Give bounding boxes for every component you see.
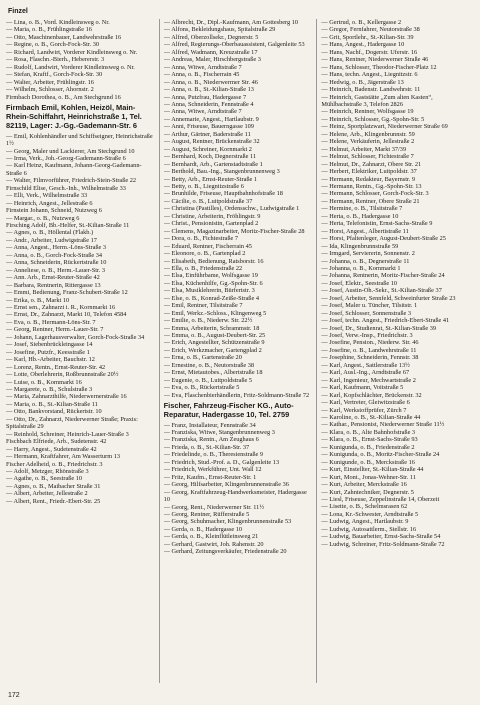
directory-entry: — Emil, Rentner, Tilsitstraße 7 — [164, 302, 314, 309]
directory-entry: — Harry, Angest., Sudetenstraße 42 — [6, 446, 156, 453]
directory-entry: — Regine, o. B., Gorch-Fock-Str. 30 — [6, 41, 156, 48]
directory-entry: — Kurt, Arbeiter, Merckstraße 16 — [321, 481, 471, 488]
directory-entry: — Alfred, Wadmann, Kreuzstraße 17 — [164, 49, 314, 56]
directory-entry: — Bernhardt, Arb., Gartenstadtstraße 1 — [164, 161, 314, 168]
directory-entry: — Josef, Verw.-Insp., Friedrichstr. 3 — [321, 332, 471, 339]
directory-entry: — Johanna, Rentnerin, Moritz-Fischer-Straße 24 — [321, 272, 471, 279]
directory-entry: — Klara, o. B., Ernst-Sachs-Straße 93 — [321, 436, 471, 443]
directory-entry: — Erich, Angestellter, Schützenstraße 9 — [164, 339, 314, 346]
directory-entry: — Kurt, Mont., Jonas-Wehner-Str. 11 — [321, 474, 471, 481]
directory-entry: — Christina (Pastilles), Ordensschw., Ludwigstraße 1 — [164, 205, 314, 212]
directory-entry: — Liesl, Friseuse, Zeppelinstraße 14, Oberzeit — [321, 496, 471, 503]
directory-entry: — Anna, Witwe, Arndtstraße 7 — [164, 108, 314, 115]
directory-entry: — Georg, Rentner, Rüfferstraße 5 — [164, 511, 314, 518]
directory-entry: — Georg, Maler und Lackierer, Am Stechgrund 10 — [6, 148, 156, 155]
directory-entry: — Kunigunda, o. B., Moritz-Fischer-Straße 24 — [321, 451, 471, 458]
directory-entry: — Christ., Pensionistin, Gartenplad 2 — [164, 220, 314, 227]
directory-entry: — Anna, o. B., St.-Kilian-Straße 13 — [164, 86, 314, 93]
directory-entry: — Josef, Arbeiter, Sennfeld, Schweinfurter Straße 23 — [321, 295, 471, 302]
directory-entry: — Eva, o. B., Rückertstraße 5 — [164, 384, 314, 391]
directory-entry: — Hans, Angest., Hadergasse 10 — [321, 41, 471, 48]
directory-entry: — Eva, o. B., Hermann-Löns-Str. 7 — [6, 319, 156, 326]
directory-entry: — Karoline, o. B., St.-Kilian-Straße 44 — [321, 414, 471, 421]
directory-entry: — Christine, Arbeiterin, Fröhlingstr. 9 — [164, 213, 314, 220]
directory-entry: — Anneliese, o. B., Herm.-Lauer-Str. 3 — [6, 267, 156, 274]
directory-entry: — Helene, Arb., Klingenbrunnstr. 59 — [321, 131, 471, 138]
directory-entry: — Josef, Dr., Studienrat, St.-Kilian-Straße 39 — [321, 325, 471, 332]
directory-entry: — Heinrich, Badenstr. Landwehrstr. 11 — [321, 86, 471, 93]
directory-entry: — Emma, o. B., August-Deubert-Str. 25 — [164, 332, 314, 339]
directory-entry: — Gregor, Fernfahrer, Neutorstraße 38 — [321, 26, 471, 33]
directory-entry: — Otto, Dr., Zahnarzt, Niederwerner Straße; Praxis: Spitalstraße 29 — [6, 416, 156, 431]
directory-entry: — Hedwig, o. B., Jägerstraße 13 — [321, 79, 471, 86]
directory-entry: — Eduard, Rentner, Fischerrain 45 — [164, 243, 314, 250]
directory-entry: — Herta, Telefonistin, Ernst-Sachs-Straße 9 — [321, 220, 471, 227]
directory-entry: — Klara, o. B., Alte Bahnhofstraße 3 — [321, 429, 471, 436]
directory-entry: — Helmut, Dr., Zahnarzt, Obere Str. 21 — [321, 161, 471, 168]
directory-entry: — Elsa, Einführbame, Wolfsgasse 19 — [164, 272, 314, 279]
directory-entry: — Friedelinde, o. B., Theresienstraße 9 — [164, 451, 314, 458]
directory-entry: — Josef, Schlosser, Sonnenstraße 3 — [321, 310, 471, 317]
directory-entry: — Georg, Rent., Niederwerner Str. 11½ — [164, 504, 314, 511]
directory-entry: — Anna, o. B., Gorch-Fock-Straße 34 — [6, 252, 156, 259]
directory-entry: — Heinrich, Angest., Jellestraße 6 — [6, 200, 156, 207]
directory-entry: — Luise, o. B., Kornmarkt 16 — [6, 379, 156, 386]
directory-entry: — Gerda, o. B., Hadergasse 10 — [164, 526, 314, 533]
directory-entry: — Betty, o. B., Liegnitzstraße 6 — [164, 183, 314, 190]
directory-entry: — Maria, Zahnarzthilfe, Niederwernerstraße 16 — [6, 393, 156, 400]
directory-entry: — Lorenz, Rentn., Ernst-Reuter-Str. 42 — [6, 364, 156, 371]
directory-entry: — Josef, Siebenbrückleingasse 14 — [6, 341, 156, 348]
directory-entry: — Ludwig, Angest., Hartlaubstr. 9 — [321, 518, 471, 525]
directory-entry: — Franziska, Witwe, Stangenbrunnenweg 3 — [164, 429, 314, 436]
directory-entry: — Franz, Installateur, Fennstraße 34 — [164, 422, 314, 429]
directory-entry: — Herbert, Elektriker, Luitpoldstr. 37 — [321, 168, 471, 175]
directory-entry: — Karl, Vertreter, Gleiwitzstraße 6 — [321, 399, 471, 406]
column-2 — [164, 19, 318, 683]
directory-entry: — Johann, Lagerhausverwalter, Gorch-Fock-Straße 34 — [6, 334, 156, 341]
directory-entry: — Heinz, Sportplatzwart, Niederwerner Straße 69 — [321, 123, 471, 130]
directory-entry: — Herta, o. B., Hadergasse 10 — [321, 213, 471, 220]
directory-entry: — Margarete, o. B., Schulstraße 3 — [6, 386, 156, 393]
directory-entry: Firmbach Dorothea, o. B., Am Stechgrund 16 — [6, 93, 121, 101]
directory-entry: — Otto, Bankvorstand, Rückertstr. 10 — [6, 408, 156, 415]
directory-entry: — Else, o. B., Konrad-Zeiße-Straße 4 — [164, 295, 314, 302]
directory-entry: — Anni, Friseuse, Bauerngasse 109 — [164, 123, 314, 130]
directory-entry: — Adolf, Metzger, Rhönstraße 3 — [6, 468, 156, 475]
directory-entry: — Stefan, Kraftf., Gorch-Fock-Str. 30 — [6, 71, 156, 78]
directory-entry: — Ernst sen., Zahnarzt i. R., Kornmarkt 16 — [6, 304, 156, 311]
directory-entry: — August, Schreiner, Kornmarkt 2 — [164, 146, 314, 153]
directory-entry: — Dora, o. B., Fichtestraße 7 — [164, 235, 314, 242]
directory-entry: — Albert, Arbeiter, Jellestraße 2 — [6, 490, 156, 497]
directory-entry: — Arthur, Gärtner, Baderstraße 11 — [164, 131, 314, 138]
directory-entry: — Friedrich, Werkführer, Unt. Wall 12 — [164, 466, 314, 473]
directory-entry: — Irma, Verk., Joh.-Georg-Gademann-Straße 6 — [6, 155, 156, 162]
directory-entry: — Karl, Kaufmann, Voitstraße 5 — [321, 384, 471, 391]
directory-entry: — Anna, Schneiderin, Fennstraße 4 — [164, 101, 314, 108]
directory-entry: — Johanna, o. B., Degnerstraße 11 — [321, 258, 471, 265]
directory-entry: — Hermann, Rentn., Gg.-Spohn-Str. 13 — [321, 183, 471, 190]
directory-entry: — Josephine, Schneiderin, Fennstr. 38 — [321, 354, 471, 361]
directory-entry: — Emmi, Bedienung, Franz-Schubert-Straße 12 — [6, 289, 156, 296]
directory-entry: — Horst, Angest., Albertistraße 11 — [321, 228, 471, 235]
directory-entry: — Berthold, Bau.-Ing., Stangenbrunnenweg 3 — [164, 168, 314, 175]
directory-entry: — Wilhelm, Schlosser, Ahornstr. 2 — [6, 86, 156, 93]
directory-entry: — Georg, Rentner, Herm.-Lauer-Str. 7 — [6, 326, 156, 333]
directory-entry: — Reinhold, Schreiner, Heinrich-Lauer-Straße 3 — [6, 431, 156, 438]
column-3 — [321, 19, 474, 683]
directory-entry: — Kurt, Einstellter, St.-Kilian-Straße 44 — [321, 466, 471, 473]
directory-entry: — Alfons, Bekleidungshaus, Spitalstraße 29 — [164, 26, 314, 33]
directory-entry: — Helmut, Arbeiter, Markt 37/39 — [321, 146, 471, 153]
directory-entry: — Georg, Schuhmacher, Klingenbrunnenstraße 53 — [164, 518, 314, 525]
directory-entry: — Ludwig, Bauarbeiter, Ernst-Sachs-Straße 54 — [321, 533, 471, 540]
directory-entry: — Ludwig, Schreiner, Fritz-Soldmann-Straße 72 — [321, 541, 471, 548]
directory-entry: — Ella, o. B., Friedenstraße 22 — [164, 265, 314, 272]
directory-entry: — Karl, Werkstoffprüfer, Zürch 7 — [321, 407, 471, 414]
directory-entry: — Friedrich, Stud.-Prof. a. D., Galgenleite 13 — [164, 459, 314, 466]
directory-entry: — Grit, Sportlehr., St.-Kilian-Str. 39 — [321, 34, 471, 41]
directory-entry: — Ernst, Mietautobes., Albertstraße 18 — [164, 369, 314, 376]
directory-entry: — Horst, Pfaltenleger, August-Deubert-Straße 25 — [321, 235, 471, 242]
directory-entry: — Eugenie, o. B., Luitpoldstraße 5 — [164, 377, 314, 384]
directory-entry: — Rosa, Flaschn.-Bierh., Hebererstr. 3 — [6, 56, 156, 63]
directory-entry: — Anna, o. B., Niederwerrner Str. 46 — [164, 79, 314, 86]
directory-entry: — Emma, Arbeiterin, Schrammstr. 18 — [164, 325, 314, 332]
directory-entry: — Hermine, o. B., Tilsitstraße 7 — [321, 205, 471, 212]
directory-entry: — Ernestine, o. B., Neutorstraße 38 — [164, 362, 314, 369]
directory-entry: — Albrecht, Dr., Dipl.-Kaufmann, Am Gottesberg 10 — [164, 19, 314, 26]
directory-entry: Firnstein Johann, Schneid, Nutzweg 6 — [6, 207, 102, 215]
running-head: Finzel — [8, 8, 28, 15]
directory-entry: — Annemarie, Angest., Hartlaubstr. 9 — [164, 116, 314, 123]
directory-entry: — Ida, Klingenbrunnstraße 59 — [321, 243, 471, 250]
directory-entry: — Heinrich, Rentner, Wolfsgasse 19 — [321, 108, 471, 115]
directory-entry: Fischer Adelheid, o. B., Friedrichstr. 3 — [6, 460, 103, 468]
directory-entry: — Anna, Schneiderin, Rückertstraße 10 — [6, 259, 156, 266]
directory-entry: — Brunhilde, Friseuse, Hauptbahnhofstraße 18 — [164, 190, 314, 197]
directory-entry: — Josef, techn. Angest., Friedrich-Ebert-Straße 41 — [321, 317, 471, 324]
directory-entry: — Anna, Witwe, Arndtstraße 7 — [164, 64, 314, 71]
directory-entry: — Karl, Ingenieur, Mechwartstraße 2 — [321, 377, 471, 384]
directory-entry: — August, Rentner, Brückenstraße 32 — [164, 138, 314, 145]
directory-entry: — Maria, o. B., St.-Kilian-Straße 11 — [6, 401, 156, 408]
directory-entry: — Franziska, Rentn., Am Zeughaus 6 — [164, 436, 314, 443]
directory-entry: — Irmgard, Serviererin, Sonnenstr. 2 — [321, 250, 471, 257]
directory-entry: — Gerhard, Zeitungsverkäufer, Friedenstraße 20 — [164, 548, 314, 555]
directory-entry: — Kathar., Pensionist, Niederwerner Straße 11½ — [321, 421, 471, 428]
directory-entry: — Karl, Ausl.-Ing., Arndtstraße 67 — [321, 369, 471, 376]
directory-entry: — Helmut, Schlosser, Fichtestraße 7 — [321, 153, 471, 160]
directory-entry: — Elsa, Küchenhilfe, Gg.-Spohn-Str. 6 — [164, 280, 314, 287]
directory-entry: — Ludwig, Autosattlerm., Stellstr. 16 — [321, 526, 471, 533]
directory-entry: — Agathe, o. B., Seestraße 10 — [6, 475, 156, 482]
directory-entry: — Bernhard, Koch, Degnerstraße 11 — [164, 153, 314, 160]
directory-entry: — Fritz, Kaufm., Ernst-Reuter-Str. 1 — [164, 474, 314, 481]
directory-entry: — Erna, o. B., Gartenstraße 20 — [164, 354, 314, 361]
directory-entry: Firsching Adolf, Bb.-Helfer, St.-Kilian-Straße 11 — [6, 222, 130, 230]
directory-entry: — Karl Heinz, Kaufmann, Johann-Georg-Gademann-Straße 6 — [6, 162, 156, 177]
directory-entry: — Barbara, Rentnerin, Rittergasse 13 — [6, 282, 156, 289]
directory-entry: — Josefine, o. B., Landwehrstraße 11 — [321, 347, 471, 354]
directory-entry: — Agnes, o. B., Maibacher Straße 31 — [6, 483, 156, 490]
directory-entry: — Hermann, Redakteur, Bayernstr. 9 — [321, 176, 471, 183]
directory-entry: — Rudolf, Landwirt, Vorderer Kindleinsweg o. Nr. — [6, 64, 156, 71]
directory-entry: — Margar., o. B., Nutzweg 6 — [6, 215, 156, 222]
directory-entry: — Emil, Kohlenhändler und Schiffseigner, Heinrichstraße 1½ — [6, 133, 156, 148]
directory-entry: — Helene, Verkäuferin, Jellestraße 2 — [321, 138, 471, 145]
directory-entry: — Karl, Angest., Sattlerstraße 13½ — [321, 362, 471, 369]
directory-entry: Fischbach Elfriede, Arb., Sudetenstr. 42 — [6, 438, 107, 446]
directory-entry: — Andreas, Maler, Hirschbergstraße 3 — [164, 56, 314, 63]
directory-entry: — Elli, Verk., Wilhelmstraße 33 — [6, 192, 156, 199]
directory-entry: Firnschild Elise, Gesch.-Inh., Wilhelmstraße 33 — [6, 184, 126, 192]
directory-entry: — Kurt, Zahntechniker, Degnerstr. 5 — [321, 489, 471, 496]
directory-entry: — Josef, Elektr., Seestraße 10 — [321, 280, 471, 287]
directory-entry: — Lona, Kr.-Schwester, Arndtstraße 5 — [321, 511, 471, 518]
directory-entry: — Frieda, o. B., St.-Kilian-Str. 37 — [164, 444, 314, 451]
directory-entry: — Josef, Austin-Oh.-Sekr., St.-Kilian-Straße 37 — [321, 287, 471, 294]
business-listing: Firmbach Emil, Kohlen, Heizöl, Main-Rhein-Schiffahrt, Heinrichstraße 1, Tel. 82119, Lager: J.-Gg.-Gademann-Str. 6 — [6, 102, 142, 131]
directory-entry: — Eleonore, o. B., Gartenplad 2 — [164, 250, 314, 257]
directory-entry: — Georg, Kraftfahrzeug-Handwerksmeister, Hadergasse 10 — [164, 489, 314, 504]
directory-entry: — Alfred, Oberzollsekr., Degnerstr. 5 — [164, 34, 314, 41]
directory-entry: — Walter, Filmvorführer, Friedrich-Stein-Straße 22 — [6, 177, 156, 184]
column-1 — [6, 19, 160, 683]
directory-entry: — Gerda, o. B., Kleinflütleinsweg 21 — [164, 533, 314, 540]
directory-entry: — Anna, Putzfrau, Hadergasse 7 — [164, 94, 314, 101]
directory-entry: — Lisette, o. B., Schelmsrasen 62 — [321, 503, 471, 510]
directory-entry: — Erich, Werkzmacher, Gartengplad 2 — [164, 347, 314, 354]
directory-entry: — Elisabeth, Bedienung, Ratsborstr. 16 — [164, 258, 314, 265]
directory-entry: — Kunigunde, o. B., Merckstraße 16 — [321, 459, 471, 466]
directory-entry: — Otto, Maschinenbauer, Landwehrstraße 16 — [6, 34, 156, 41]
directory-entry: — Alfred, Regierungs-Oberbauassistent, Galgenleite 53 — [164, 41, 314, 48]
directory-entry: — Hermann, Schlosser, Gorch-Fock-Str. 3 — [321, 190, 471, 197]
directory-entry: — Karl, Hb.-Arbeiter, Bauchstr. 12 — [6, 356, 156, 363]
directory-entry: — Clemens, Magazinarbeiter, Moritz-Fischer-Straße 28 — [164, 228, 314, 235]
directory-entry: — Eva, Flaschenbierhändlerin, Fritz-Soldmann-Straße 72 — [164, 392, 314, 399]
directory-entry: — Emil, Werkz.-Schloss., Klingenweg 5 — [164, 310, 314, 317]
directory-entry: — Anna, Angest., Herm.-Löns-Straße 3 — [6, 244, 156, 251]
directory-entry: — Josefine, Pension., Niederw. Str. 46 — [321, 339, 471, 346]
directory-entry: — Andr., Arbeiter, Ludwigstraße 17 — [6, 237, 156, 244]
directory-entry: — Walter, Arbeiter, Frühlingstr. 16 — [6, 79, 156, 86]
directory-entry: — Agnes, o. B., Höllental (Flakb.) — [6, 229, 156, 236]
business-listing: Fischer, Fahrzeug-Fischer KG., Auto-Reparatur, Hadergasse 10, Tel. 2759 — [163, 401, 294, 420]
directory-entry: — Ernst, Dr., Zahnarzt, Markt 10, Telefon 4584 — [6, 311, 156, 318]
directory-entry: — Hans, Rentner, Niederwerner Straße 46 — [321, 56, 471, 63]
directory-entry: — Gertrud, o. B., Kellergasse 2 — [321, 19, 471, 26]
directory-entry: — Lotte, Oberlehrerin, Roßbrunnstraße 20½ — [6, 371, 156, 378]
directory-entry: — Albert, Rent., Friedr.-Ebert-Str. 25 — [6, 498, 156, 505]
directory-entry: — Emilie, o. B., Niederw. Str. 22½ — [164, 317, 314, 324]
directory-entry: — Karl, Kopfschlächter, Brückenstr. 32 — [321, 392, 471, 399]
directory-entry: — Erika, o. B., Markt 10 — [6, 297, 156, 304]
directory-entry: — Richard, Landwirt, Vorderer Kindleinsweg o. Nr. — [6, 49, 156, 56]
directory-entry: — Georg, Hilfsarbeiter, Klingenbrunnenstraße 36 — [164, 481, 314, 488]
directory-entry: — Heinrich, Gaststätte „Zum alten Kasten“, Mühlbachstraße 3, Telefon 2826 — [321, 94, 471, 109]
directory-entry: — Hans, techn. Angest., Liegnitzstr. 6 — [321, 71, 471, 78]
directory-entry: — Josefine, Putzfr., Keesstraße 1 — [6, 349, 156, 356]
directory-entry: — Hans, Nachf., Dogerstr. Uferstr. 16 — [321, 49, 471, 56]
directory-entry: — Hermann, Rentner, Obere Straße 21 — [321, 198, 471, 205]
directory-entry: — Josef, Maler u. Tüncher, Tilsitstr. 1 — [321, 302, 471, 309]
directory-entry: — Gerhard, Gastwirt, Joh. Rahenstr. 20 — [164, 541, 314, 548]
directory-entry: — Betty, Arb., Ernst-Reuter-Straße 1 — [164, 176, 314, 183]
page-number: 172 — [8, 692, 20, 699]
directory-entry: — Hermann, Kraftfahrer, Am Wasserturm 13 — [6, 453, 156, 460]
directory-entry: — Maria, o. B., Frühlingstraße 16 — [6, 26, 156, 33]
directory-entry: — Elsa, Musiklehrerin, Bürfertstr. 3 — [164, 287, 314, 294]
directory-entry: — Hans, Schlosser, Theodor-Fischer-Platz 12 — [321, 64, 471, 71]
directory-entry: — Kunigunda, o. B., Friedenstraße 2 — [321, 444, 471, 451]
directory-entry: — Ann. Arb., Ernst-Reuter-Straße 42 — [6, 274, 156, 281]
directory-entry: — Lina, o. B., Vord. Kindleinsweg o. Nr. — [6, 19, 156, 26]
columns — [6, 19, 474, 683]
directory-entry: — Anna, o. B., Fischerrain 45 — [164, 71, 314, 78]
directory-entry: — Johanna, o. B., Kornmarkt 1 — [321, 265, 471, 272]
directory-entry: — Heinrich, Schlosser, Gg.-Spohn-Str. 5 — [321, 116, 471, 123]
directory-entry: — Cäcilie, o. B., Luitpoldstraße 37 — [164, 198, 314, 205]
